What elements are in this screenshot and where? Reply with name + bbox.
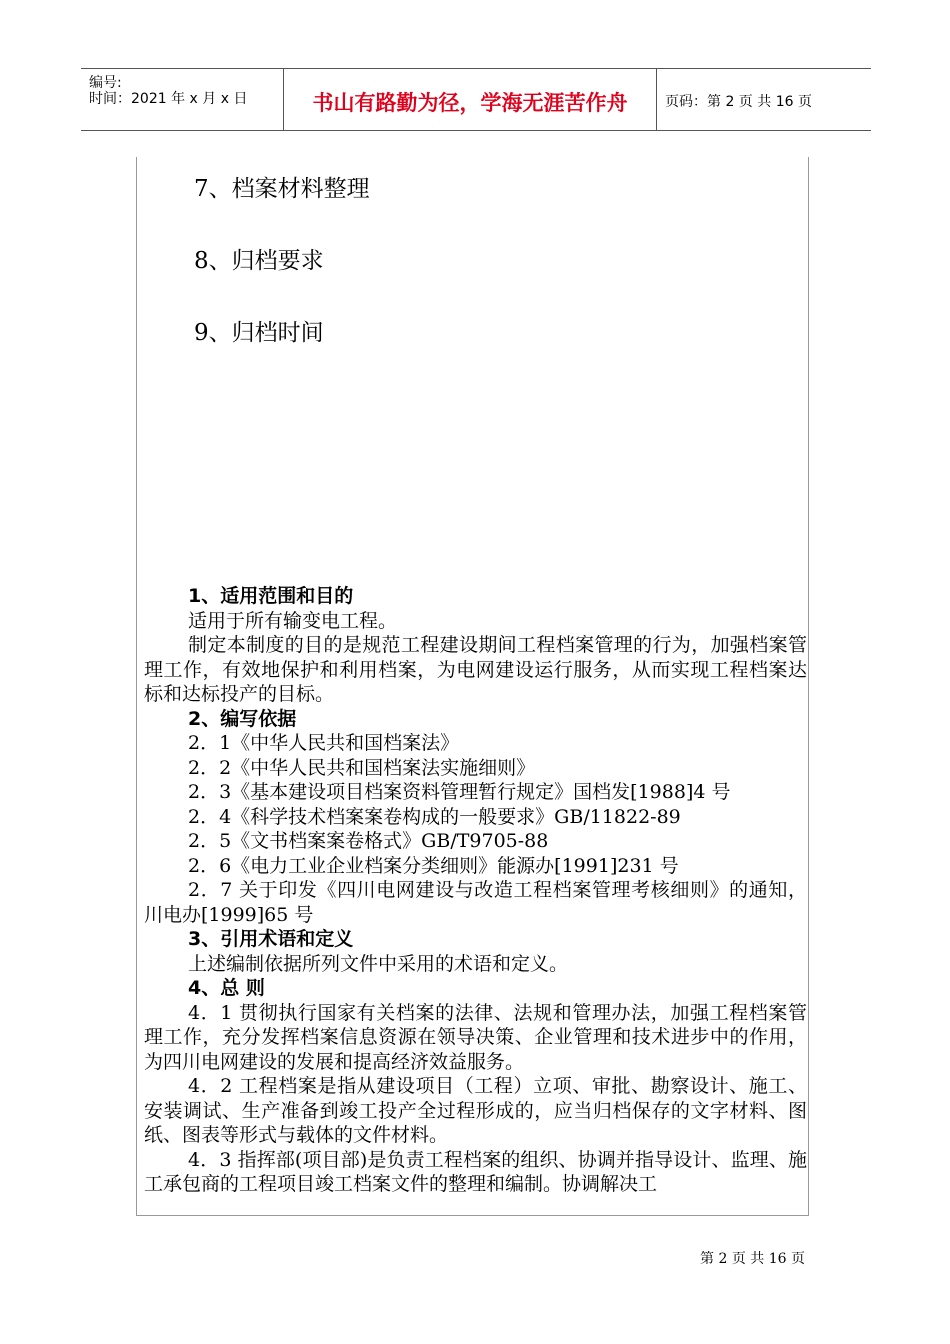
time-label: 时间：2021 年 x 月 x 日: [89, 91, 248, 107]
section-heading: 3、引用术语和定义: [188, 928, 354, 950]
body-paragraph: 上述编制依据所列文件中采用的术语和定义。: [188, 952, 569, 975]
motto-text: 书山有路勤为径，学海无涯苦作舟: [312, 91, 628, 115]
body-paragraph: 2．7 关于印发《四川电网建设与改造工程档案管理考核细则》的通知，川电办[1999]65 号: [144, 879, 807, 926]
body-paragraph: 4．2 工程档案是指从建设项目（工程）立项、审批、勘察设计、施工、安装调试、生产准备到竣工投产全过程形成的，应当归档保存的文字材料、图纸、图表等形式与载体的文件材料。: [144, 1075, 807, 1146]
toc-item-8: 8、归档要求: [194, 248, 324, 274]
body-paragraph: 2．1《中华人民共和国档案法》: [188, 732, 460, 754]
section-heading: 4、总 则: [188, 977, 265, 999]
body-paragraph: 制定本制度的目的是规范工程建设期间工程档案管理的行为，加强档案管理工作，有效地保护和利用档案，为电网建设运行服务，从而实现工程档案达标和达标投产的目标。: [144, 634, 807, 705]
body-paragraph: 2．5《文书档案案卷格式》GB/T9705-88: [188, 830, 549, 852]
page-number-label: 页码：第 2 页 共 16 页: [665, 94, 812, 110]
page-header: [81, 68, 871, 131]
section-heading: 2、编写依据: [188, 707, 297, 730]
toc-item-7: 7、档案材料整理: [194, 176, 370, 202]
body-paragraph: 2．2《中华人民共和国档案法实施细则》: [188, 756, 536, 779]
header-meta: [81, 69, 283, 130]
body-paragraph: 适用于所有输变电工程。: [188, 609, 398, 632]
body-paragraph: 2．6《电力工业企业档案分类细则》能源办[1991]231 号: [188, 854, 679, 877]
body-paragraph: 2．3《基本建设项目档案资料管理暂行规定》国档发[1988]4 号: [188, 781, 731, 803]
number-label: 编号:: [89, 75, 122, 91]
toc-item-9: 9、归档时间: [194, 320, 324, 346]
body-paragraph: 4．3 指挥部(项目部)是负责工程档案的组织、协调并指导设计、监理、施工承包商的工程项目竣工档案文件的整理和编制。协调解决工: [144, 1148, 807, 1195]
header-motto: [283, 69, 657, 130]
header-page: [656, 69, 871, 130]
body-paragraph: 4．1 贯彻执行国家有关档案的法律、法规和管理办法，加强工程档案管理工作，充分发挥档案信息资源在领导决策、企业管理和技术进步中的作用，为四川电网建设的发展和提高经济效益服务。: [144, 1001, 807, 1073]
section-heading: 1、适用范围和目的: [188, 585, 354, 607]
page-footer: 第 2 页 共 16 页: [700, 1251, 805, 1267]
document-body: [144, 584, 807, 1197]
body-paragraph: 2．4《科学技术档案案卷构成的一般要求》GB/11822-89: [188, 805, 681, 828]
